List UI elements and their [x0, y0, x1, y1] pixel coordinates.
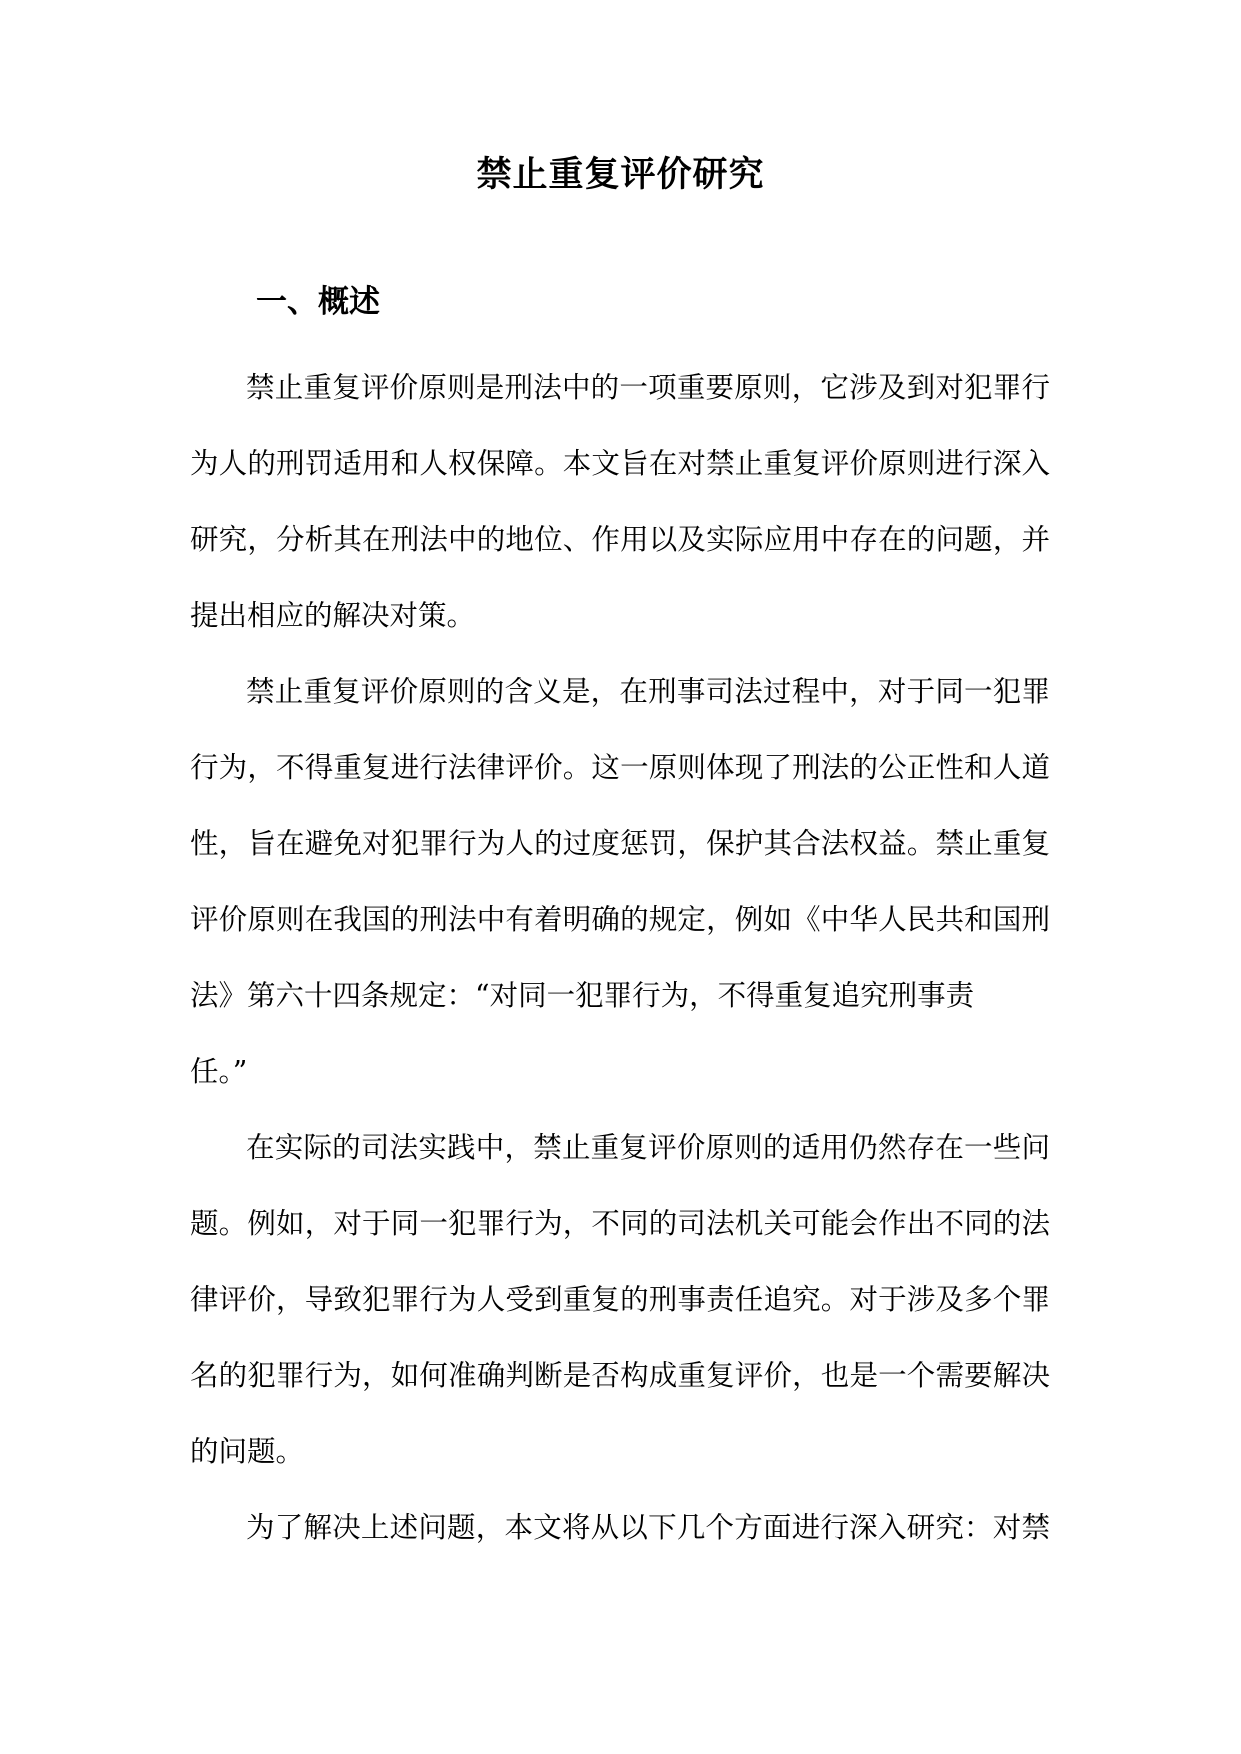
paragraph-3 — [190, 1120, 1050, 1500]
paragraph-line: 为人的刑罚适用和人权保障。本文旨在对禁止重复评价原则进行深入 — [190, 447, 1050, 480]
paragraph-line: 为了解决上述问题，本文将从以下几个方面进行深入研究：对禁 — [246, 1511, 1050, 1544]
paragraph-line: 提出相应的解决对策。 — [190, 599, 476, 632]
paragraph-line: 禁止重复评价原则的含义是，在刑事司法过程中，对于同一犯罪 — [246, 675, 1050, 708]
paragraph-4 — [190, 1500, 1050, 1576]
paragraph-line: 的问题。 — [190, 1435, 305, 1468]
paragraph-line: 题。例如，对于同一犯罪行为，不同的司法机关可能会作出不同的法 — [190, 1207, 1050, 1240]
section-heading: 一、概述 — [256, 284, 380, 320]
paragraph-line: 法》第六十四条规定：“对同一犯罪行为，不得重复追究刑事责 — [190, 979, 975, 1012]
paragraph-line: 研究，分析其在刑法中的地位、作用以及实际应用中存在的问题，并 — [190, 523, 1050, 556]
paragraph-line: 禁止重复评价原则是刑法中的一项重要原则，它涉及到对犯罪行 — [246, 371, 1050, 404]
paragraph-line: 性，旨在避免对犯罪行为人的过度惩罚，保护其合法权益。禁止重复 — [190, 827, 1050, 860]
document-title: 禁止重复评价研究 — [476, 155, 765, 195]
paragraph-2 — [190, 664, 1050, 1120]
paragraph-line: 评价原则在我国的刑法中有着明确的规定，例如《中华人民共和国刑 — [190, 903, 1050, 936]
document-body — [190, 360, 1050, 1576]
paragraph-1 — [190, 360, 1050, 664]
paragraph-line: 行为，不得重复进行法律评价。这一原则体现了刑法的公正性和人道 — [190, 751, 1050, 784]
paragraph-line: 律评价，导致犯罪行为人受到重复的刑事责任追究。对于涉及多个罪 — [190, 1283, 1050, 1316]
paragraph-line: 任。” — [190, 1055, 248, 1088]
paragraph-line: 在实际的司法实践中，禁止重复评价原则的适用仍然存在一些问 — [246, 1131, 1050, 1164]
paragraph-line: 名的犯罪行为，如何准确判断是否构成重复评价，也是一个需要解决 — [190, 1359, 1050, 1392]
